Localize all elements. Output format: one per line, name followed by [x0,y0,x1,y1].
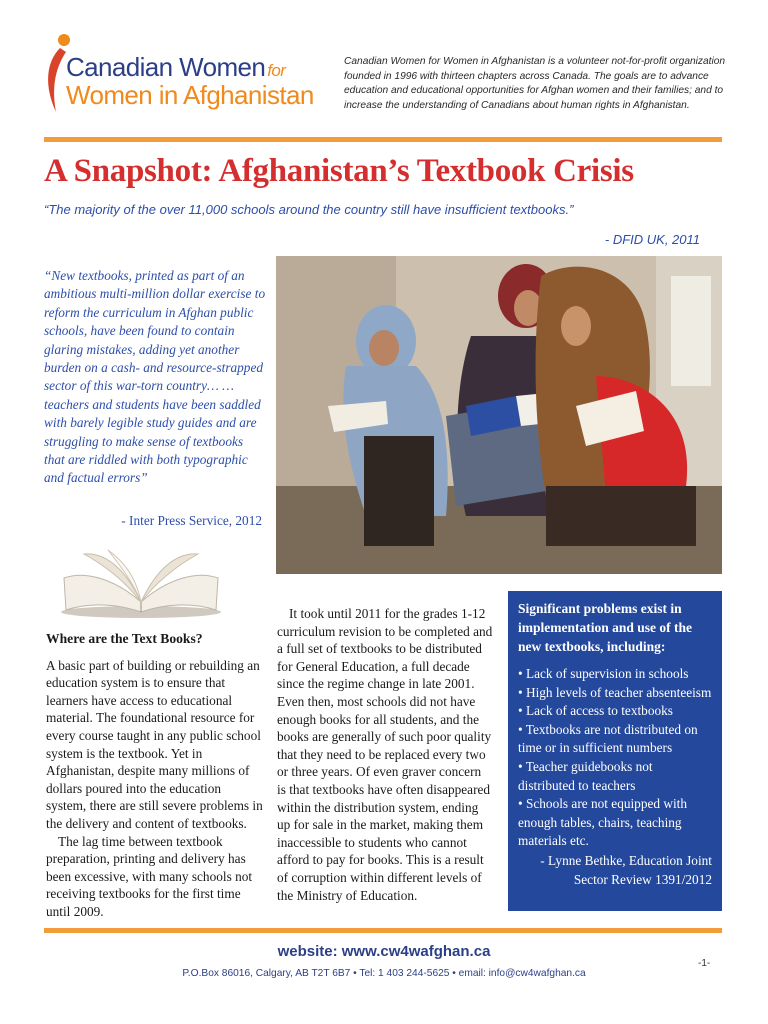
paragraph: It took until 2011 for the grades 1-12 curriculum revision to be completed and a full set of textbooks to be distributed for General Education, a full decade since the regime change in late 2001. Even then, most schools did not have enough books for all students, and the books are generally of such poor quality that they need to be replaced every two or three years. Of even graver concern is that textbooks have often disappeared within the distribution system, ending up for sale in the market, making them inaccessible to students who cannot afford to pay for books. This is a result of corruption within different levels of the Ministry of Education. [277,606,493,903]
women-reading-photo [276,256,722,574]
paragraph: The lag time between textbook preparation, printing and delivery has been excessive, with many schools not receiving textbooks for the first time until 2009. [46,833,253,919]
logo-text-line1: Canadian Women for [66,52,286,82]
section-heading: Where are the Text Books? [46,631,203,646]
callout-heading: Significant problems exist in implementation and use of the new textbooks, including: [518,601,693,654]
footer-divider [44,928,722,933]
side-quote-source: - Inter Press Service, 2012 [121,513,262,528]
organization-intro: Canadian Women for Women in Afghanistan is a volunteer not-for-profit organization founded in 1996 with thirteen chapters across Canada. The goals are to advance education and educational opportunities for Afghan women and their families; and to increase the understanding of Canadians about human rights in Afghanistan. [344,56,726,111]
paragraph: A basic part of building or rebuilding an education system is to ensure that learners have access to educational material. The foundational resource for every course taught in any public school system is the textbook. Yet in Afghanistan, despite many millions of dollars poured into the education system, there are still severe problems in the delivery and content of textbooks. [46,657,263,831]
logo-text-line2: Women in Afghanistan [66,80,314,110]
header-divider [44,137,722,142]
lead-quote: “The majority of the over 11,000 schools around the country still have insufficient textbooks.” [44,202,574,217]
list-item: • Lack of access to textbooks [518,702,712,721]
organization-logo [42,30,322,120]
page-title: A Snapshot: Afghanistan’s Textbook Crisis [44,153,634,189]
side-quote: “New textbooks, printed as part of an ambitious multi-million dollar exercise to reform the curriculum in Afghan public schools, have been found to contain glaring mistakes, adding yet another burden on a cash- and resource-strapped sector of this war-torn country… …teachers and students have been saddled with barely legible study guides and are struggling to make sense of textbooks that are riddled with both typographic and factual errors” [44,268,266,486]
footer-contact-info: P.O.Box 86016, Calgary, AB T2T 6B7 • Tel: 1 403 244-5625 • email: info@cw4wafghan.ca [182,968,586,979]
list-item: • Schools are not equipped with enough tables, chairs, teaching materials etc. [518,795,712,851]
lead-quote-source: - DFID UK, 2011 [604,232,700,247]
curriculum-section [277,605,493,904]
footer-website-link[interactable]: website: www.cw4wafghan.ca [277,943,491,960]
list-item: • Lack of supervision in schools [518,665,712,684]
open-book-image [56,540,226,620]
list-item: • Teacher guidebooks not distributed to teachers [518,758,712,795]
list-item: • High levels of teacher absenteeism [518,684,712,703]
list-item: • Textbooks are not distributed on time or in sufficient numbers [518,721,712,758]
callout-attribution: - Lynne Bethke, Education Joint Sector Review 1391/2012 [540,852,712,887]
page-number: -1- [698,958,711,969]
problems-callout-box [508,591,722,911]
text-books-section [46,630,264,921]
problems-list [518,665,712,851]
